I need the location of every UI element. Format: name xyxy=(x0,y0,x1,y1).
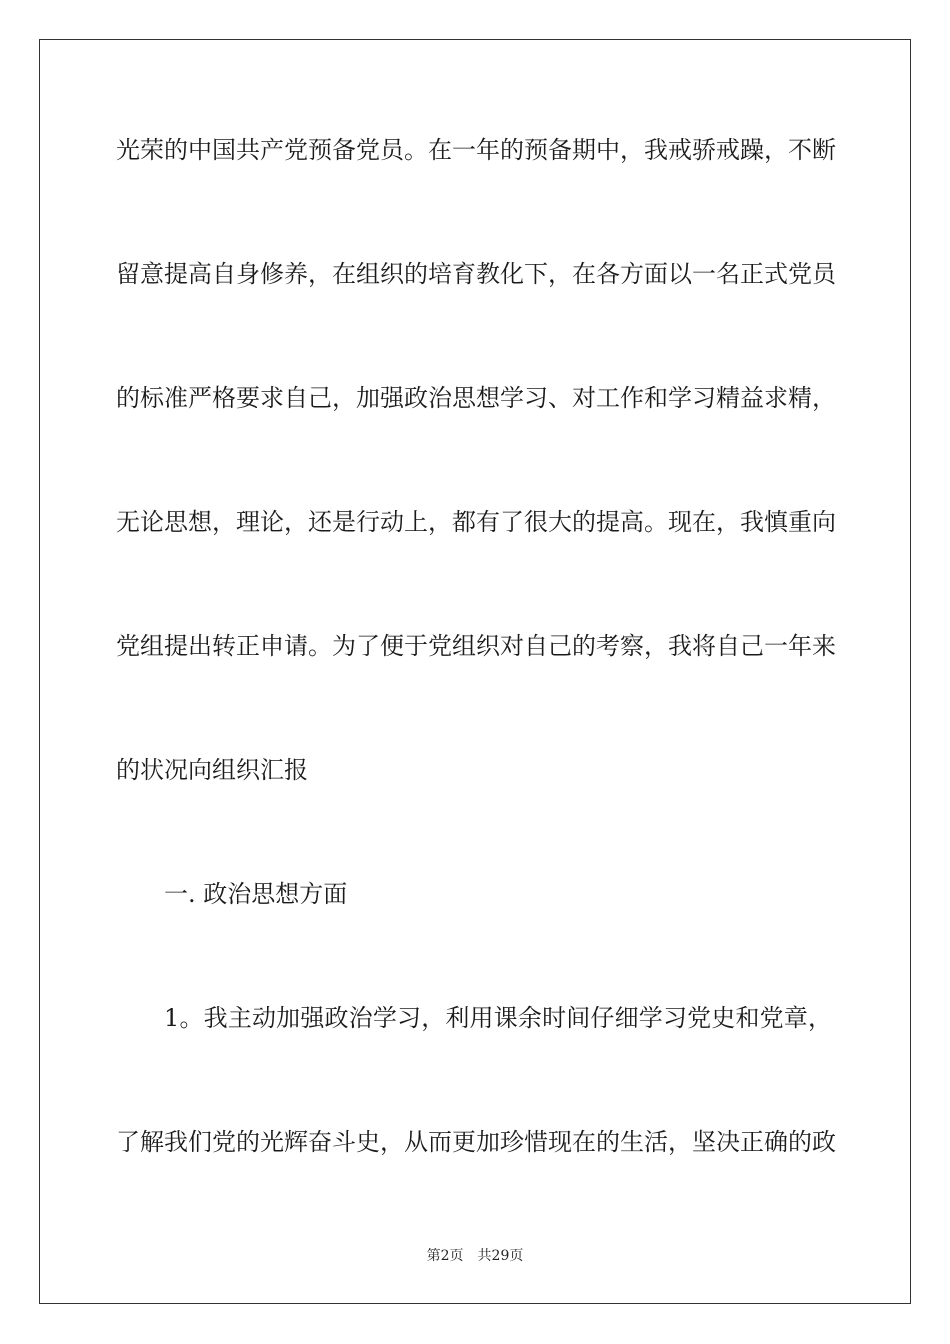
para2-line-2: 了解我们党的光辉奋斗史，从而更加珍惜现在的生活，坚决正确的政 xyxy=(116,1128,836,1156)
section-heading: 一. 政治思想方面 xyxy=(164,880,348,908)
para2-line-1: 1。我主动加强政治学习，利用课余时间仔细学习党史和党章， xyxy=(164,1004,832,1032)
page-border xyxy=(39,39,911,1304)
body-line-4: 无论思想，理论，还是行动上，都有了很大的提高。现在，我慎重向 xyxy=(116,508,836,536)
body-line-3: 的标准严格要求自己，加强政治思想学习、对工作和学习精益求精， xyxy=(116,384,836,412)
body-line-2: 留意提高自身修养，在组织的培育教化下，在各方面以一名正式党员 xyxy=(116,260,836,288)
body-line-1: 光荣的中国共产党预备党员。在一年的预备期中，我戒骄戒躁，不断 xyxy=(116,136,836,164)
body-line-5: 党组提出转正申请。为了便于党组织对自己的考察，我将自己一年来 xyxy=(116,632,836,660)
page-total: 共29页 xyxy=(477,1248,524,1264)
body-line-6: 的状况向组织汇报 xyxy=(116,756,308,784)
page-number: 第2页 xyxy=(426,1248,464,1264)
page-footer xyxy=(0,1246,950,1266)
